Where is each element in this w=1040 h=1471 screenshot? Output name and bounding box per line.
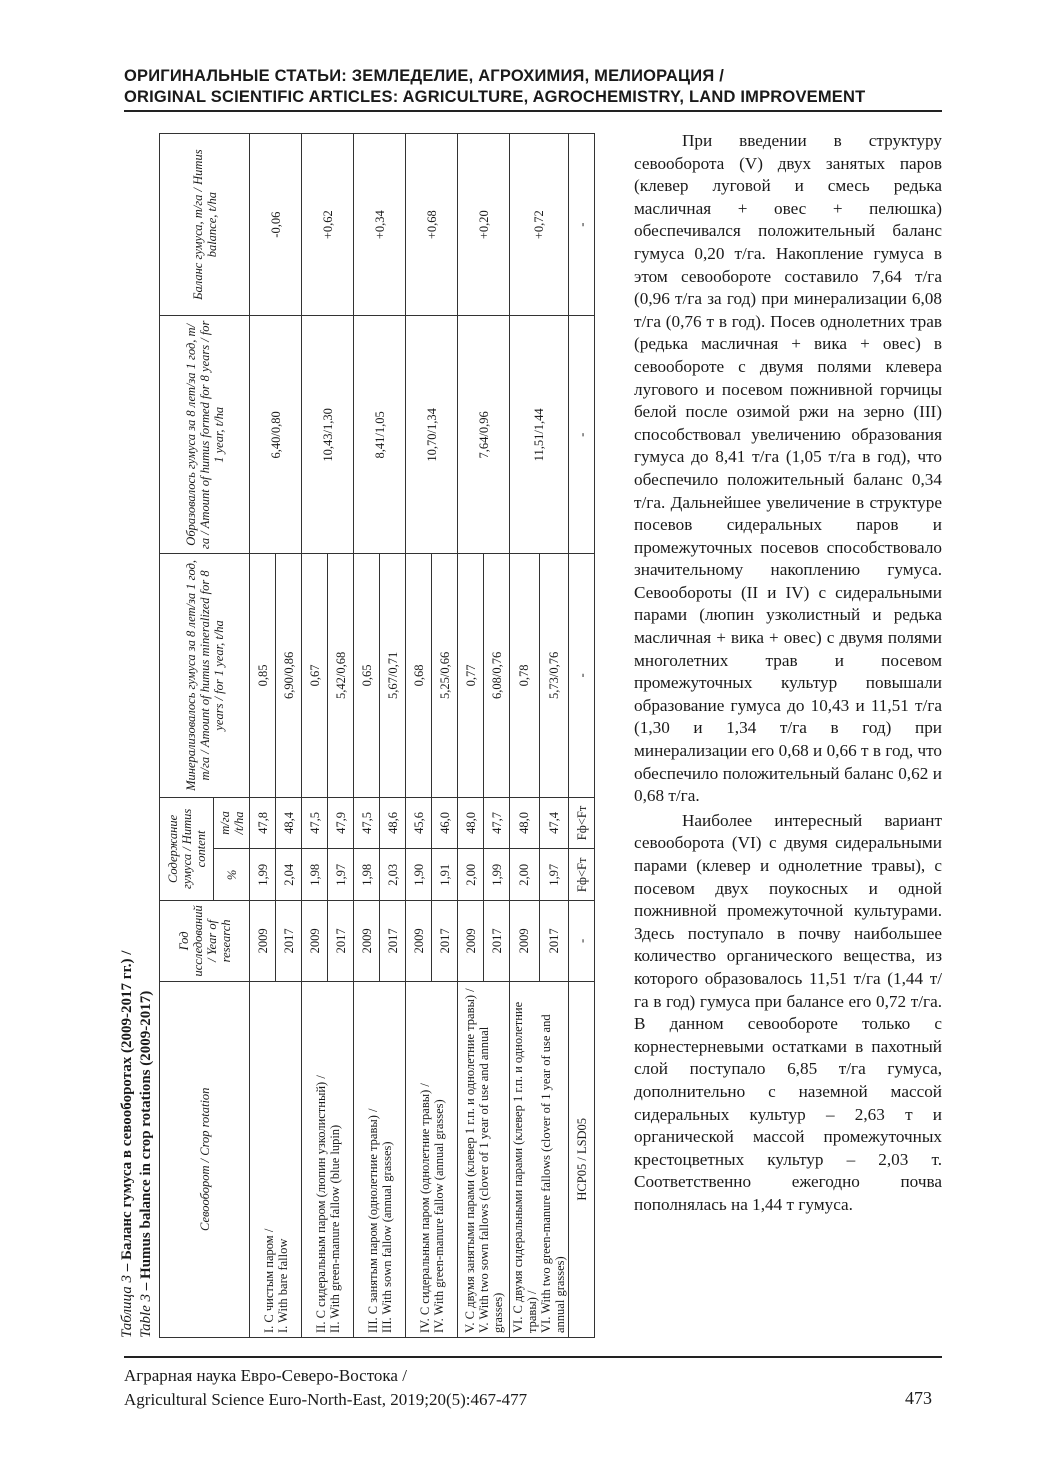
formed-cell: 7,64/0,96 <box>458 316 510 554</box>
year-cell: 2009 <box>406 901 432 981</box>
col-year: Год исследований / Year of research <box>160 901 250 981</box>
mineralized-cell: 5,67/0,71 <box>380 554 406 797</box>
tha-cell: 47,5 <box>302 797 328 849</box>
col-formed: Образовалось гумуса за 8 лет/за 1 год, т/га / Amount of humus formed for 8 years / for 1 year, t/ha <box>160 316 250 554</box>
formed-cell: 11,51/1,44 <box>510 316 569 554</box>
rotation-name: IV. С сидеральным паром (однолетние травы) / IV. With green-manure fallow (annual grasses) <box>406 981 458 1337</box>
mineralized-cell: 0,67 <box>302 554 328 797</box>
header-line-en: ORIGINAL SCIENTIFIC ARTICLES: AGRICULTURE, AGROCHEMISTRY, LAND IMPROVEMENT <box>124 88 866 106</box>
pct-cell: 2,04 <box>276 849 302 901</box>
pct-cell: 1,99 <box>250 849 276 901</box>
tha-cell: 48,6 <box>380 797 406 849</box>
mineralized-cell: 0,85 <box>250 554 276 797</box>
balance-cell: -0,06 <box>250 134 302 316</box>
running-header <box>124 66 942 108</box>
table-row <box>510 134 540 1338</box>
rotation-name: I. С чистым паром / I. With bare fallow <box>250 981 302 1337</box>
formed-cell: 10,43/1,30 <box>302 316 354 554</box>
pct-cell: 1,98 <box>302 849 328 901</box>
balance-cell: +0,34 <box>354 134 406 316</box>
article-body <box>634 130 942 1217</box>
formed-cell: 10,70/1,34 <box>406 316 458 554</box>
footer-rule <box>124 1356 942 1358</box>
pct-cell: 2,00 <box>458 849 484 901</box>
tha-cell: 47,9 <box>328 797 354 849</box>
page-number: 473 <box>905 1388 932 1408</box>
lsd-label: НСР05 / LSD05 <box>569 981 595 1337</box>
formed-cell: 6,40/0,80 <box>250 316 302 554</box>
pct-cell: 1,97 <box>539 849 569 901</box>
tha-cell: 48,4 <box>276 797 302 849</box>
rotated-table-block <box>118 133 615 1338</box>
table-row <box>302 134 328 1338</box>
rotation-name: II. С сидеральным паром (люпин узколистный) / II. With green-manure fallow (blue lupin) <box>302 981 354 1337</box>
tha-cell: 46,0 <box>432 797 458 849</box>
balance-cell: +0,20 <box>458 134 510 316</box>
lsd-balance: - <box>569 134 595 316</box>
pct-cell: 1,91 <box>432 849 458 901</box>
year-cell: 2017 <box>539 901 569 981</box>
year-cell: 2009 <box>250 901 276 981</box>
formed-cell: 8,41/1,05 <box>354 316 406 554</box>
lsd-year: - <box>569 901 595 981</box>
paragraph-2: Наиболее интересный вариант севооборота (VI) с двумя сидеральными парами (клевер и однолетние травы), с посевом двух поукосных и одной пожнивной промежуточной культурами. Здесь поступало в почву наибольшее количество органического вещества, из которого образовалось 11,51 т/га (1,44 т/га в год) гумуса при балансе его 0,72 т/га. В данном севообороте только с корнестерневыми остатками в пахотный слой поступало 6,85 т/га гумуса, дополнительно с наземной массой сидеральных культур – 2,63 т и органической массой промежуточных крестоцветных культур – 2,03 т. Соответственно ежегодно почва пополнялась на 1,44 т гумуса. <box>634 810 942 1214</box>
pct-cell: 1,99 <box>484 849 510 901</box>
balance-cell: +0,72 <box>510 134 569 316</box>
lsd-pct: Fф<Fт <box>569 849 595 901</box>
mineralized-cell: 6,90/0,86 <box>276 554 302 797</box>
col-humus: Содержание гумуса / Humus content <box>160 797 214 901</box>
mineralized-cell: 0,77 <box>458 554 484 797</box>
pct-cell: 2,03 <box>380 849 406 901</box>
year-cell: 2009 <box>458 901 484 981</box>
table-row <box>250 134 276 1338</box>
year-cell: 2017 <box>276 901 302 981</box>
tha-cell: 47,7 <box>484 797 510 849</box>
table-row <box>354 134 380 1338</box>
balance-cell: +0,68 <box>406 134 458 316</box>
table-row <box>458 134 484 1338</box>
paragraph-1: При введении в структуру севооборота (V) двух занятых паров (клевер луговой и смесь редька масличная + овес + пелюшка) обеспечивался положительный баланс гумуса 0,20 т/га. Накопление гумуса в этом севообороте составило 7,64 т/га (0,96 т/га за год) при минерализации 6,08 т/га (0,76 т в год). Посев однолетних трав (редька масличная + вика + овес) в севообороте с двумя полями клевера лугового и посевом пожнивной горчицы белой после озимой ржи на зерно (III) способствовал увеличению образования гумуса до 8,41 т/га (1,05 т/га в год), что обеспечило положительный баланс 0,34 т/га. Дальнейшее увеличение в структуре посевов сидеральных паров и промежуточных посевов способствовало значительному накоплению гумуса. Севообороты (II и IV) с сидеральными парами (люпин узколистный и редька масличная + вика + овес) с двумя полями многолетних трав и посевом промежуточных культур повышали образование гумуса до 10,43 и 11,51 т/га (1,30 и 1,34 т/га в год) при минерализации его 0,68 и 0,66 т в год, что обеспечило положительный баланс 0,62 и 0,68 т/га. <box>634 131 942 806</box>
pct-cell: 1,97 <box>328 849 354 901</box>
rotation-name: V. С двумя занятыми парами (клевер 1 г.п. и однолетние травы) / V. With two sown fallows (clover of 1 year of use and annual grasses) <box>458 981 510 1337</box>
tha-cell: 45,6 <box>406 797 432 849</box>
year-cell: 2009 <box>354 901 380 981</box>
mineralized-cell: 5,73/0,76 <box>539 554 569 797</box>
mineralized-cell: 6,08/0,76 <box>484 554 510 797</box>
table-row <box>406 134 432 1338</box>
year-cell: 2017 <box>380 901 406 981</box>
col-balance: Баланс гумуса, т/га / Humus balance, t/ha <box>160 134 250 316</box>
tha-cell: 47,5 <box>354 797 380 849</box>
rotation-name: III. С занятым паром (однолетние травы) / III. With sown fallow (annual grasses) <box>354 981 406 1337</box>
col-tha: т/га /t/ha <box>214 797 250 849</box>
col-rotation: Севооборот / Crop rotation <box>160 981 250 1337</box>
year-cell: 2017 <box>432 901 458 981</box>
year-cell: 2017 <box>484 901 510 981</box>
mineralized-cell: 0,78 <box>510 554 540 797</box>
footer-journal: Аграрная наука Евро-Северо-Востока / Agricultural Science Euro-North-East, 2019;20(5):467-477 <box>124 1366 528 1409</box>
col-pct: % <box>214 849 250 901</box>
tha-cell: 48,0 <box>458 797 484 849</box>
tha-cell: 47,8 <box>250 797 276 849</box>
lsd-row <box>569 134 595 1338</box>
tha-cell: 48,0 <box>510 797 540 849</box>
humus-balance-table <box>159 133 595 1338</box>
lsd-mineralized: - <box>569 554 595 797</box>
mineralized-cell: 5,25/0,66 <box>432 554 458 797</box>
lsd-tha: Fф<Fт <box>569 797 595 849</box>
lsd-formed: - <box>569 316 595 554</box>
pct-cell: 1,98 <box>354 849 380 901</box>
mineralized-cell: 5,42/0,68 <box>328 554 354 797</box>
year-cell: 2017 <box>328 901 354 981</box>
tha-cell: 47,4 <box>539 797 569 849</box>
year-cell: 2009 <box>510 901 540 981</box>
year-cell: 2009 <box>302 901 328 981</box>
table-caption: Таблица 3 – Баланс гумуса в севооборотах (2009-2017 гг.) / Table 3 – Humus balance in crop rotations (2009-2017) <box>119 950 154 1338</box>
pct-cell: 2,00 <box>510 849 540 901</box>
rotation-name: VI. С двумя сидеральными парами (клевер 1 г.п. и однолетние травы) / VI. With two green-manure fallows (clover of 1 year of use and annual grasses) <box>510 981 569 1337</box>
col-mineralized: Минерализовалось гумуса за 8 лет/за 1 год, т/га / Amount of humus mineralized for 8 years / for 1 year, t/ha <box>160 554 250 797</box>
mineralized-cell: 0,68 <box>406 554 432 797</box>
pct-cell: 1,90 <box>406 849 432 901</box>
header-line-ru: ОРИГИНАЛЬНЫЕ СТАТЬИ: ЗЕМЛЕДЕЛИЕ, АГРОХИМИЯ, МЕЛИОРАЦИЯ / <box>124 67 724 85</box>
mineralized-cell: 0,65 <box>354 554 380 797</box>
header-rule <box>124 110 942 112</box>
balance-cell: +0,62 <box>302 134 354 316</box>
